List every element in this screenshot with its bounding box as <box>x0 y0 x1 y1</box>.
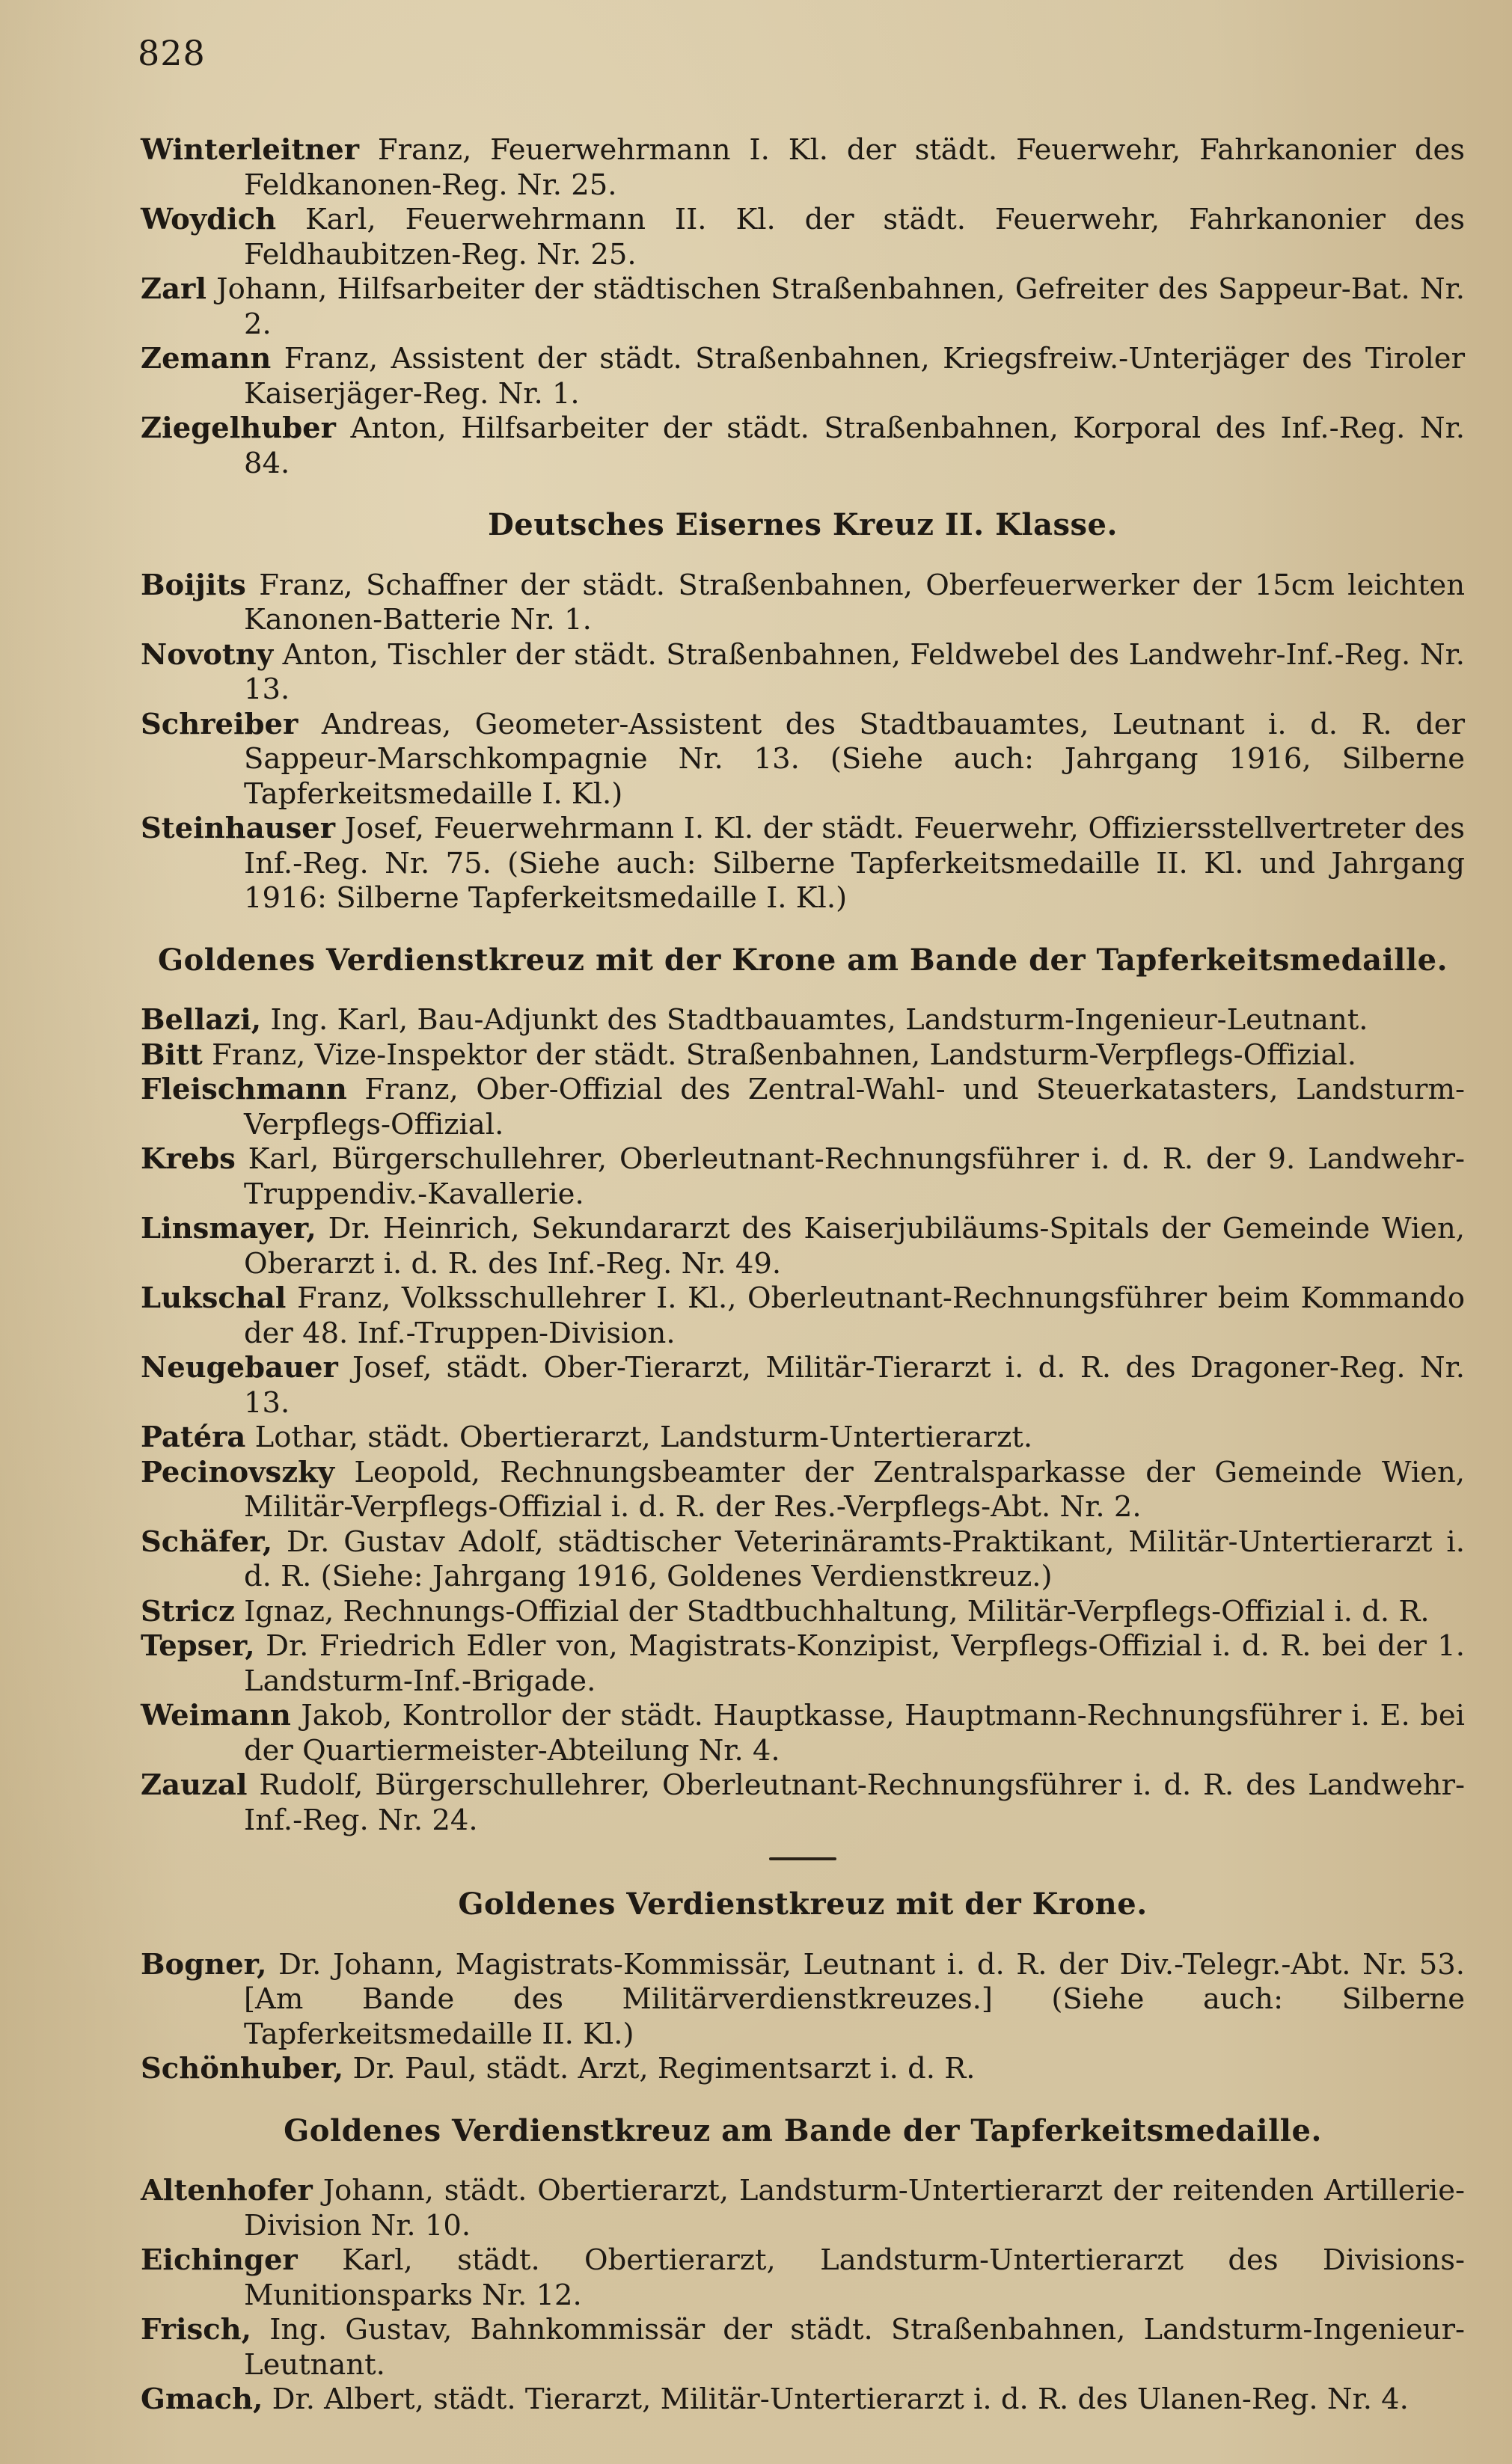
list-item <box>141 569 1465 638</box>
entry-name: Woydich <box>141 203 277 236</box>
entry-name: Schreiber <box>141 707 299 741</box>
list-item <box>141 1699 1465 1768</box>
entry-name: Frisch, <box>141 2313 252 2347</box>
entry-text: Andreas, Geometer-Assistent des Stadtbauamtes, Leutnant i. d. R. der Sappeur-Marschkompagnie Nr. 13. (Siehe auch: Jahrgang 1916, Silberne Tapferkeitsmedaille I. Kl.) <box>244 707 1465 811</box>
list-item <box>141 203 1465 272</box>
entry-name: Zauzal <box>141 1768 248 1802</box>
section-heading: Deutsches Eisernes Kreuz II. Klasse. <box>488 507 1118 542</box>
entry-text: Karl, Feuerwehrmann II. Kl. der städt. Feuerwehr, Fahrkanonier des Feldhaubitzen-Reg. Nr. 25. <box>244 203 1465 272</box>
entry-text: Josef, Feuerwehrmann I. Kl. der städt. Feuerwehr, Offiziersstellvertreter des Inf.-Reg. Nr. 75. (Siehe auch: Silberne Tapferkeitsmedaille II. Kl. und Jahrgang 1916: Silberne Tapferkeitsmedaille I. Kl.) <box>244 812 1465 915</box>
entry-name: Altenhofer <box>141 2174 313 2207</box>
entry-name: Winterleitner <box>141 133 360 167</box>
list-item <box>141 272 1465 342</box>
entry-text: Karl, Bürgerschullehrer, Oberleutnant-Rechnungsführer i. d. R. der 9. Landwehr-Truppendiv.-Kavallerie. <box>244 1142 1465 1211</box>
entry-text: Ing. Gustav, Bahnkommissär der städt. Straßenbahnen, Landsturm-Ingenieur-Leutnant. <box>244 2313 1465 2382</box>
list-item <box>141 1038 1465 1073</box>
entry-text: Franz, Assistent der städt. Straßenbahnen, Kriegsfreiw.-Unterjäger des Tiroler Kaiserjäger-Reg. Nr. 1. <box>244 342 1465 411</box>
section-heading: Goldenes Verdienstkreuz mit der Krone. <box>458 1887 1148 1922</box>
list-item <box>141 1073 1465 1142</box>
list-item <box>141 2052 1465 2087</box>
entry-text: Dr. Paul, städt. Arzt, Regimentsarzt i. d. R. <box>352 2052 976 2085</box>
entry-text: Johann, städt. Obertierarzt, Landsturm-Untertierarzt der reitenden Artillerie-Division Nr. 10. <box>244 2174 1465 2243</box>
list-item <box>141 2174 1465 2243</box>
entry-name: Zemann <box>141 342 272 376</box>
entry-text: Karl, städt. Obertierarzt, Landsturm-Untertierarzt des Divisions-Munitionsparks Nr. 12. <box>244 2243 1465 2312</box>
entry-name: Schäfer, <box>141 1524 273 1559</box>
list-item <box>141 1948 1465 2053</box>
list-item <box>141 2243 1465 2313</box>
list-item <box>141 812 1465 916</box>
entry-name: Steinhauser <box>141 812 336 845</box>
entry-name: Boijits <box>141 568 246 602</box>
section-divider <box>769 1857 836 1860</box>
entry-name: Pecinovszky <box>141 1455 335 1489</box>
list-item <box>141 1525 1465 1595</box>
entry-text: Franz, Feuerwehrmann I. Kl. der städt. Feuerwehr, Fahrkanonier des Feldkanonen-Reg. Nr. 25. <box>244 133 1465 202</box>
list-item <box>141 1003 1465 1038</box>
list-item <box>141 1629 1465 1699</box>
entry-name: Patéra <box>141 1421 246 1454</box>
entry-name: Tepser, <box>141 1629 255 1663</box>
entry-name: Gmach, <box>141 2382 263 2416</box>
list-item <box>141 638 1465 708</box>
entry-text: Franz, Vize-Inspektor der städt. Straßenbahnen, Landsturm-Verpflegs-Offizial. <box>211 1038 1356 1072</box>
list-item <box>141 342 1465 411</box>
list-item <box>141 1351 1465 1421</box>
entry-name: Eichinger <box>141 2243 298 2277</box>
entry-text: Franz, Ober-Offizial des Zentral-Wahl- und Steuerkatasters, Landsturm-Verpflegs-Offizial. <box>244 1073 1465 1141</box>
list-item <box>141 1768 1465 1838</box>
entry-name: Krebs <box>141 1142 236 1176</box>
list-item <box>141 708 1465 812</box>
list-item <box>141 133 1465 203</box>
entry-name: Linsmayer, <box>141 1212 316 1245</box>
entry-text: Rudolf, Bürgerschullehrer, Oberleutnant-Rechnungsführer i. d. R. des Landwehr-Inf.-Reg. Nr. 24. <box>244 1768 1465 1837</box>
entry-text: Ing. Karl, Bau-Adjunkt des Stadtbauamtes, Landsturm-Ingenieur-Leutnant. <box>270 1003 1368 1037</box>
entry-list <box>141 133 1465 2418</box>
entry-name: Bogner, <box>141 1947 267 1982</box>
entry-name: Novotny <box>141 637 274 672</box>
entry-text: Anton, Hilfsarbeiter der städt. Straßenbahnen, Korporal des Inf.-Reg. Nr. 84. <box>244 411 1465 480</box>
entry-name: Bitt <box>141 1038 203 1072</box>
list-item <box>141 2382 1465 2418</box>
entry-text: Lothar, städt. Obertierarzt, Landsturm-Untertierarzt. <box>254 1421 1033 1454</box>
entry-name: Stricz <box>141 1594 235 1628</box>
entry-name: Neugebauer <box>141 1351 338 1385</box>
entry-text: Ignaz, Rechnungs-Offizial der Stadtbuchhaltung, Militär-Verpflegs-Offizial i. d. R. <box>244 1594 1430 1628</box>
entry-text: Dr. Heinrich, Sekundararzt des Kaiserjubiläums-Spitals der Gemeinde Wien, Oberarzt i. d. R. des Inf.-Reg. Nr. 49. <box>244 1212 1465 1281</box>
list-item <box>141 1595 1465 1630</box>
entry-text: Franz, Schaffner der städt. Straßenbahnen, Oberfeuerwerker der 15cm leichten Kanonen-Batterie Nr. 1. <box>244 568 1465 637</box>
entry-text: Anton, Tischler der städt. Straßenbahnen, Feldwebel des Landwehr-Inf.-Reg. Nr. 13. <box>244 637 1465 706</box>
entry-name: Lukschal <box>141 1281 287 1315</box>
entry-name: Fleischmann <box>141 1073 347 1106</box>
entry-text: Dr. Friedrich Edler von, Magistrats-Konzipist, Verpflegs-Offizial i. d. R. bei der 1. Landsturm-Inf.-Brigade. <box>244 1629 1465 1698</box>
list-item <box>141 1421 1465 1456</box>
entry-text: Leopold, Rechnungsbeamter der Zentralsparkasse der Gemeinde Wien, Militär-Verpflegs-Offizial i. d. R. der Res.-Verpflegs-Abt. Nr. 2. <box>244 1455 1465 1524</box>
list-item <box>141 411 1465 481</box>
entry-name: Bellazi, <box>141 1003 262 1037</box>
page-number: 828 <box>138 33 206 73</box>
entry-text: Johann, Hilfsarbeiter der städtischen Straßenbahnen, Gefreiter des Sappeur-Bat. Nr. 2. <box>216 272 1466 341</box>
entry-text: Dr. Albert, städt. Tierarzt, Militär-Untertierarzt i. d. R. des Ulanen-Reg. Nr. 4. <box>272 2382 1409 2416</box>
entry-text: Dr. Gustav Adolf, städtischer Veterinäramts-Praktikant, Militär-Untertierarzt i. d. R. (Siehe: Jahrgang 1916, Goldenes Verdienstkreuz.) <box>244 1524 1465 1593</box>
entry-text: Josef, städt. Ober-Tierarzt, Militär-Tierarzt i. d. R. des Dragoner-Reg. Nr. 13. <box>244 1351 1465 1420</box>
entry-name: Schönhuber, <box>141 2052 344 2085</box>
section-heading: Goldenes Verdienstkreuz am Bande der Tapferkeitsmedaille. <box>284 2112 1322 2148</box>
entry-text: Franz, Volksschullehrer I. Kl., Oberleutnant-Rechnungsführer beim Kommando der 48. Inf.-Truppen-Division. <box>244 1281 1465 1350</box>
entry-text: Jakob, Kontrollor der städt. Hauptkasse, Hauptmann-Rechnungsführer i. E. bei der Quartiermeister-Abteilung Nr. 4. <box>244 1699 1465 1768</box>
list-item <box>141 1212 1465 1281</box>
list-item <box>141 1142 1465 1212</box>
entry-name: Zarl <box>141 272 206 306</box>
entry-name: Ziegelhuber <box>141 411 336 445</box>
entry-text: Dr. Johann, Magistrats-Kommissär, Leutnant i. d. R. der Div.-Telegr.-Abt. Nr. 53. [Am Bande des Militärverdienstkreuzes.] (Siehe auch: Silberne Tapferkeitsmedaille II. Kl.) <box>244 1947 1465 2051</box>
list-item <box>141 1456 1465 1525</box>
entry-name: Weimann <box>141 1699 291 1732</box>
section-heading: Goldenes Verdienstkreuz mit der Krone am Bande der Tapferkeitsmedaille. <box>157 942 1448 978</box>
list-item <box>141 2313 1465 2382</box>
list-item <box>141 1281 1465 1351</box>
